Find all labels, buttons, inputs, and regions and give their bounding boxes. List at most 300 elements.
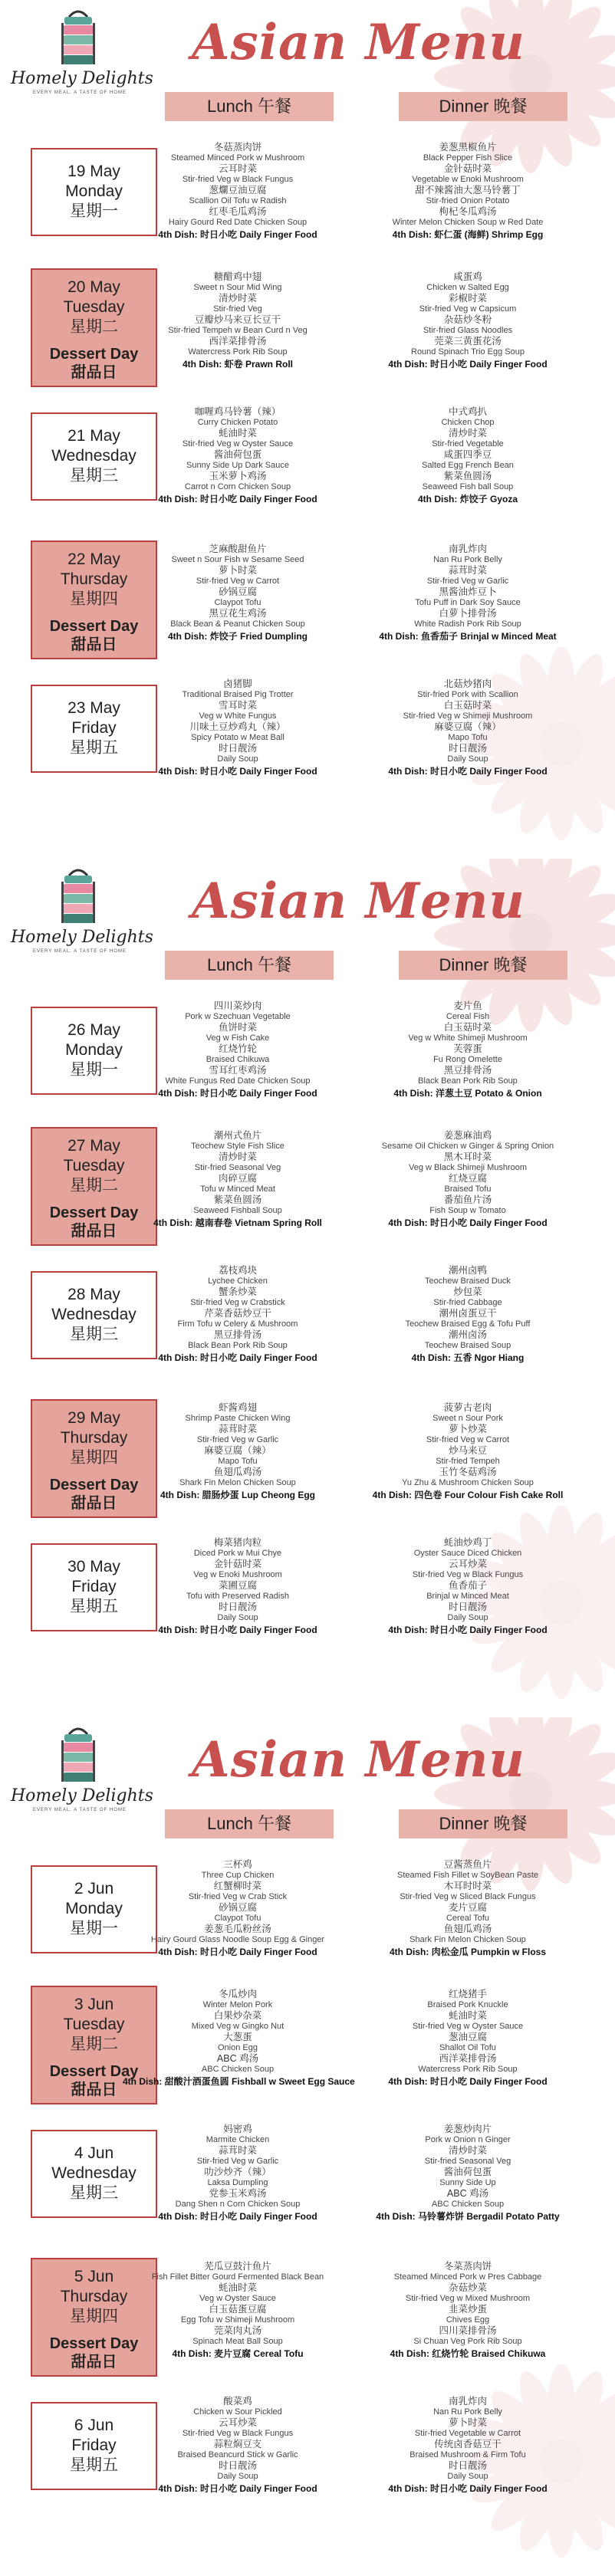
dish-name-zh: 白萝卜排骨汤 <box>439 608 497 619</box>
dish-name-en: Veg w White Shimeji Mushroom <box>408 1033 528 1043</box>
dish-name-zh: 冬菇蒸肉饼 <box>213 142 262 153</box>
brand-tagline: EVERY MEAL, A TASTE OF HOME <box>33 90 127 95</box>
dessert-day-label-zh: 甜品日 <box>71 2354 117 2371</box>
dish-name-en: Stir-fried Veg w Black Fungus <box>412 1570 524 1579</box>
day-name: Tuesday <box>63 1157 125 1175</box>
dish-name-en: Stir-fried Veg w Carrot <box>426 1435 510 1444</box>
day-name: Wednesday <box>51 1306 136 1323</box>
day-date: 23 May <box>67 699 120 717</box>
dinner-dishes <box>353 1130 583 1229</box>
day-name: Friday <box>71 1578 117 1595</box>
dish-name-zh: 潮州卤蛋豆干 <box>439 1308 497 1319</box>
lunch-dishes <box>123 1402 353 1501</box>
day-name: Wednesday <box>51 2164 136 2182</box>
menu-week <box>0 0 615 859</box>
fourth-dish: 4th Dish: 时日小吃 Daily Finger Food <box>158 229 317 240</box>
day-name: Thursday <box>60 570 128 588</box>
fourth-dish: 4th Dish: 肉松金瓜 Pumpkin w Floss <box>389 1947 547 1957</box>
brand-name: Homely Delights <box>11 928 153 947</box>
day-name-zh: 星期三 <box>70 467 118 485</box>
dish-name-en: Stir-fried Seasonal Veg <box>424 2157 511 2166</box>
fourth-dish: 4th Dish: 时日小吃 Daily Finger Food <box>388 2483 548 2494</box>
menu-title: Asian Menu <box>192 1731 525 1789</box>
dish-name-en: Oyster Sauce Diced Chicken <box>413 1549 522 1558</box>
dish-name-en: Steamed Fish Fillet w SoyBean Paste <box>396 1871 539 1880</box>
dish-name-zh: 雪耳时菜 <box>218 700 257 711</box>
dish-name-zh: 南乳炸肉 <box>448 2396 487 2407</box>
dish-name-en: Daily Soup <box>217 754 258 764</box>
dish-name-zh: 潮州卤鸭 <box>448 1265 487 1276</box>
dish-name-en: Braised Tofu <box>444 1184 492 1194</box>
fourth-dish: 4th Dish: 甜酸汁酒蛋鱼圆 Fishball w Sweet Egg Sauce <box>123 2076 355 2087</box>
day-name-zh: 星期五 <box>70 2456 118 2474</box>
dish-name-zh: ABC 鸡汤 <box>446 2188 489 2199</box>
dish-name-zh: 雪耳红枣鸡汤 <box>209 1065 267 1076</box>
dish-name-zh: 时日靓汤 <box>448 743 487 754</box>
lunch-dishes <box>123 406 353 505</box>
menu-week <box>0 1717 615 2576</box>
dish-name-zh: 三杯鸡 <box>223 1859 252 1870</box>
dish-name-zh: 莞菜三黄蛋花汤 <box>434 336 502 347</box>
day-date: 5 Jun <box>74 2268 114 2285</box>
dish-name-zh: 蚝油炒鸡丁 <box>443 1537 492 1548</box>
dish-name-en: Nan Ru Pork Belly <box>433 555 502 564</box>
dish-name-zh: 潮州卤汤 <box>448 1329 487 1340</box>
dish-name-en: Diced Pork w Mui Chye <box>193 1549 282 1558</box>
dish-name-zh: 芹菜香菇炒豆干 <box>204 1308 271 1319</box>
dinner-dishes <box>353 271 583 370</box>
fourth-dish: 4th Dish: 时日小吃 Daily Finger Food <box>158 1625 317 1635</box>
dessert-day-label: Dessert Day <box>49 1204 139 1221</box>
dish-name-zh: 杂菇炒冬粉 <box>443 314 492 325</box>
dinner-dishes <box>353 2396 583 2495</box>
dish-name-zh: 梅菜猪肉粒 <box>213 1537 262 1548</box>
dish-name-en: Stir-fried Veg w Mixed Mushroom <box>406 2294 530 2303</box>
dish-name-en: Stir-fried Veg w Crab Stick <box>188 1892 288 1901</box>
dish-name-zh: 党参玉米鸡汤 <box>209 2188 267 2199</box>
dish-name-zh: 砂锅豆腐 <box>218 1902 257 1913</box>
dessert-day-label: Dessert Day <box>49 618 139 635</box>
day-name: Wednesday <box>51 447 136 465</box>
lunch-dishes <box>123 271 353 370</box>
day-name-zh: 星期四 <box>70 2308 118 2325</box>
dinner-dishes <box>353 1537 583 1636</box>
dish-name-zh: 鱼香茄子 <box>448 1580 487 1591</box>
dish-name-en: ABC Chicken Soup <box>431 2200 505 2209</box>
dish-name-en: Teochew Braised Soup <box>424 1341 511 1350</box>
dish-name-zh: 蒜茸时菜 <box>218 1424 257 1434</box>
dinner-dishes <box>353 678 583 777</box>
dish-name-en: Sweet n Sour Pork <box>432 1414 503 1423</box>
dish-name-en: Fish Soup w Tomato <box>429 1206 506 1215</box>
dish-name-en: Cereal Tofu <box>446 1914 490 1923</box>
dish-name-en: Sweet n Sour Fish w Sesame Seed <box>171 555 304 564</box>
dish-name-en: Scallion Oil Tofu w Radish <box>189 196 287 205</box>
dish-name-en: Braised Chikuwa <box>206 1055 270 1064</box>
dish-name-en: White Fungus Red Date Chicken Soup <box>165 1076 311 1086</box>
fourth-dish: 4th Dish: 时日小吃 Daily Finger Food <box>158 1088 317 1099</box>
dish-name-en: Mapo Tofu <box>448 733 488 742</box>
fourth-dish: 4th Dish: 腊肠炒蛋 Lup Cheong Egg <box>160 1490 315 1500</box>
dish-name-en: Hairy Gourd Red Date Chicken Soup <box>168 218 308 227</box>
dish-name-en: Hairy Gourd Glass Noodle Soup Egg & Ginger <box>150 1935 325 1944</box>
dish-name-en: Stir-fried Vegetable <box>432 439 504 449</box>
dish-name-zh: 咸蛋四季豆 <box>443 449 492 460</box>
day-name: Monday <box>65 1900 123 1917</box>
dinner-header: Dinner 晚餐 <box>399 951 567 980</box>
dish-name-en: Stir-fried Veg <box>213 304 262 314</box>
dish-name-zh: 蚝油时菜 <box>218 428 257 439</box>
dish-name-en: Spinach Meat Ball Soup <box>192 2337 283 2346</box>
day-name-zh: 星期二 <box>70 2036 118 2053</box>
dish-name-zh: 姜葱毛瓜粉丝汤 <box>204 1924 271 1934</box>
lunch-dishes <box>123 1989 353 2088</box>
dish-name-zh: 蒜茸时菜 <box>448 565 487 576</box>
dish-name-zh: 麦片豆腐 <box>448 1902 487 1913</box>
fourth-dish: 4th Dish: 炸饺子 Gyoza <box>417 494 518 504</box>
dish-name-en: Stir-fried Veg w Sliced Black Fungus <box>400 1892 536 1901</box>
dish-name-en: Stir-fried Pork with Scallion <box>417 690 518 699</box>
dish-name-zh: 黑豆排骨汤 <box>213 1329 262 1340</box>
brand-name: Homely Delights <box>11 69 153 88</box>
day-date: 3 Jun <box>74 1996 114 2013</box>
dish-name-en: Pork w Szechuan Vegetable <box>185 1012 291 1021</box>
dish-name-zh: 虾酱鸡翅 <box>218 1402 257 1413</box>
day-name: Friday <box>71 719 117 737</box>
dish-name-en: Nan Ru Pork Belly <box>433 2407 502 2417</box>
dish-name-zh: 北菇炒猪肉 <box>443 678 492 689</box>
dish-name-en: Stir-fried Veg w Carrot <box>196 577 280 586</box>
lunch-dishes <box>123 678 353 777</box>
dish-name-en: Tofu with Preserved Radish <box>186 1592 289 1601</box>
dish-name-en: Shark Fin Melon Chicken Soup <box>179 1478 296 1487</box>
menu-title: Asian Menu <box>192 14 525 71</box>
dish-name-en: Stir-fried Veg w Black Fungus <box>182 175 294 184</box>
lunch-dishes <box>123 544 353 642</box>
dish-name-zh: 菜圃豆腐 <box>218 1580 257 1591</box>
dish-name-zh: 西洋菜排骨汤 <box>439 2053 497 2064</box>
dish-name-zh: 萝卜炒菜 <box>448 1424 487 1434</box>
dish-name-en: Round Spinach Trio Egg Soup <box>411 347 525 356</box>
lunch-dishes <box>123 2261 353 2360</box>
lunch-dishes <box>123 2124 353 2223</box>
day-name-zh: 星期四 <box>70 1449 118 1467</box>
dinner-dishes <box>353 406 583 505</box>
dish-name-en: Shallot Oil Tofu <box>439 2043 496 2052</box>
brand-tagline: EVERY MEAL, A TASTE OF HOME <box>33 949 127 954</box>
dish-name-en: Winter Melon Chicken Soup w Red Date <box>392 218 544 227</box>
dish-name-en: Firm Tofu w Celery & Mushroom <box>177 1319 298 1329</box>
dish-name-en: Teochew Braised Duck <box>425 1276 511 1286</box>
lunch-header: Lunch 午餐 <box>165 92 334 121</box>
dish-name-en: Watercress Pork Rib Soup <box>188 347 288 356</box>
fourth-dish: 4th Dish: 时日小吃 Daily Finger Food <box>388 1217 548 1228</box>
dish-name-en: Fu Rong Omelette <box>433 1055 502 1064</box>
day-name: Tuesday <box>63 2016 125 2033</box>
dish-name-zh: 云耳时菜 <box>218 163 257 174</box>
dish-name-zh: 蚝油时菜 <box>218 2282 257 2293</box>
dish-name-zh: 潮州式鱼片 <box>213 1130 262 1141</box>
dish-name-en: Marmite Chicken <box>206 2135 270 2144</box>
dessert-day-label-zh: 甜品日 <box>71 1495 117 1512</box>
dish-name-en: Stir-fried Seasonal Veg <box>194 1163 281 1172</box>
brand-logo <box>11 8 153 100</box>
dish-name-zh: 荔枝鸡块 <box>218 1265 257 1276</box>
dish-name-zh: 蚝油时菜 <box>448 2010 487 2021</box>
dish-name-en: Stir-fried Tempeh w Bean Curd n Veg <box>168 326 308 335</box>
fourth-dish: 4th Dish: 四色卷 Four Colour Fish Cake Roll <box>372 1490 564 1500</box>
dish-name-zh: 清炒时菜 <box>218 293 257 304</box>
fourth-dish: 4th Dish: 越南春卷 Vietnam Spring Roll <box>153 1217 322 1228</box>
dish-name-zh: 黑酱油炸豆卜 <box>439 586 497 597</box>
day-name-zh: 星期五 <box>70 739 118 757</box>
dish-name-zh: 鱼饼时菜 <box>218 1022 257 1033</box>
day-date: 6 Jun <box>74 2417 114 2434</box>
dish-name-zh: 糖醋鸡中翅 <box>213 271 262 282</box>
dish-name-zh: 时日靓汤 <box>448 2460 487 2471</box>
dish-name-zh: 炒马来豆 <box>448 1445 487 1456</box>
dish-name-en: Stir-fried Veg w Capsicum <box>419 304 517 314</box>
dish-name-zh: 卤猪脚 <box>223 678 252 689</box>
dish-name-en: Claypot Tofu <box>214 1914 261 1923</box>
dish-name-zh: 大葱蛋 <box>223 2032 252 2042</box>
dish-name-en: Sunny Side Up <box>439 2178 496 2187</box>
dish-name-en: Veg w Enoki Mushroom <box>193 1570 282 1579</box>
dish-name-zh: 白果炒杂菜 <box>213 2010 262 2021</box>
dish-name-en: Braised Mushroom & Firm Tofu <box>409 2450 526 2459</box>
dish-name-en: Salted Egg French Bean <box>422 461 514 470</box>
day-date: 22 May <box>67 550 120 568</box>
dish-name-en: Egg Tofu w Shimeji Mushroom <box>180 2315 295 2325</box>
dish-name-zh: 砂锅豆腐 <box>218 586 257 597</box>
fourth-dish: 4th Dish: 时日小吃 Daily Finger Food <box>388 359 548 370</box>
fourth-dish: 4th Dish: 时日小吃 Daily Finger Food <box>158 1947 317 1957</box>
day-name-zh: 星期一 <box>70 1920 118 1937</box>
day-name: Thursday <box>60 2288 128 2305</box>
dish-name-zh: 时日靓汤 <box>218 2460 257 2471</box>
dish-name-en: Stir-fried Veg w Black Fungus <box>182 2429 294 2438</box>
dish-name-zh: 麻婆豆腐（辣） <box>434 721 502 732</box>
lunch-dishes <box>123 142 353 241</box>
dish-name-en: Laksa Dumpling <box>207 2178 268 2187</box>
brand-logo <box>11 1725 153 1817</box>
dish-name-zh: 芙蓉蛋 <box>453 1043 482 1054</box>
day-name-zh: 星期一 <box>70 1061 118 1079</box>
dish-name-zh: 云耳炒菜 <box>218 2417 257 2428</box>
dish-name-zh: 木耳时时菜 <box>443 1881 492 1891</box>
dinner-dishes <box>353 544 583 642</box>
fourth-dish: 4th Dish: 虾仁蛋 (海鲜) Shrimp Egg <box>392 229 544 240</box>
dish-name-zh: 葱油豆腐 <box>448 2032 487 2042</box>
dessert-day-label-zh: 甜品日 <box>71 636 117 653</box>
dish-name-zh: 冬瓜炒肉 <box>218 1989 257 1999</box>
dish-name-zh: 咸蛋鸡 <box>453 271 482 282</box>
fourth-dish: 4th Dish: 时日小吃 Daily Finger Food <box>158 494 317 504</box>
fourth-dish: 4th Dish: 炸饺子 Fried Dumpling <box>168 631 308 642</box>
dish-name-zh: 萝卜时菜 <box>218 565 257 576</box>
day-date: 28 May <box>67 1286 120 1303</box>
dish-name-en: Stir-fried Veg w Garlic <box>426 577 509 586</box>
dish-name-en: Veg w White Fungus <box>199 711 277 721</box>
dish-name-zh: 韭菜炒蛋 <box>448 2304 487 2315</box>
dessert-day-label: Dessert Day <box>49 2063 139 2080</box>
fourth-dish: 4th Dish: 五香 Ngor Hiang <box>411 1352 525 1363</box>
dish-name-en: Chicken Chop <box>441 418 495 427</box>
dish-name-zh: 红枣毛瓜鸡汤 <box>209 206 267 217</box>
dish-name-zh: 红蟹柳时菜 <box>213 1881 262 1891</box>
day-name-zh: 星期三 <box>70 1326 118 1343</box>
lunch-dishes <box>123 1537 353 1636</box>
dish-name-en: Sunny Side Up Dark Sauce <box>186 461 289 470</box>
dish-name-zh: 姜葱炒肉片 <box>443 2124 492 2134</box>
dish-name-zh: 四川菜排骨汤 <box>439 2325 497 2336</box>
dish-name-en: Stir-fried Glass Noodles <box>423 326 513 335</box>
day-name-zh: 星期二 <box>70 318 118 336</box>
dessert-day-label: Dessert Day <box>49 1477 139 1493</box>
dish-name-zh: 番茄鱼片汤 <box>443 1194 492 1205</box>
day-name-zh: 星期三 <box>70 2184 118 2202</box>
dessert-day-label-zh: 甜品日 <box>71 1223 117 1240</box>
dish-name-zh: 酸菜鸡 <box>223 2396 252 2407</box>
dish-name-zh: 蒜茸时菜 <box>218 2145 257 2156</box>
dish-name-en: Teochew Braised Egg & Tofu Puff <box>405 1319 531 1329</box>
dinner-dishes <box>353 2261 583 2360</box>
dish-name-en: Braised Beancurd Stick w Garlic <box>177 2450 298 2459</box>
dish-name-en: Three Cup Chicken <box>201 1871 275 1880</box>
fourth-dish: 4th Dish: 鱼香茄子 Brinjal w Minced Meat <box>379 631 557 642</box>
dish-name-zh: 黑豆花生鸡汤 <box>209 608 267 619</box>
dish-name-zh: 麦片鱼 <box>453 1001 482 1011</box>
dish-name-en: Seaweed Fishball Soup <box>193 1206 282 1215</box>
dish-name-zh: 豆瓣炒马来豆长豆干 <box>194 314 281 325</box>
dish-name-en: Claypot Tofu <box>214 598 261 607</box>
brand-tagline: EVERY MEAL, A TASTE OF HOME <box>33 1808 127 1812</box>
dish-name-zh: 肉碎豆腐 <box>218 1173 257 1184</box>
dish-name-zh: 西洋菜排骨汤 <box>209 336 267 347</box>
dessert-day-label-zh: 甜品日 <box>71 2082 117 2098</box>
day-date: 26 May <box>67 1021 120 1039</box>
dish-name-zh: 金针菇时菜 <box>213 1559 262 1569</box>
dish-name-zh: 彩椒时菜 <box>448 293 487 304</box>
day-date: 2 Jun <box>74 1880 114 1898</box>
dish-name-zh: 酱油荷包蛋 <box>443 2167 492 2177</box>
dinner-header: Dinner 晚餐 <box>399 92 567 121</box>
dish-name-en: Onion Egg <box>218 2043 258 2052</box>
dish-name-zh: 芜瓜豆鼓汁鱼片 <box>204 2261 271 2272</box>
dish-name-zh: 叻沙炒齐（辣） <box>204 2167 271 2177</box>
dish-name-zh: 时日靓汤 <box>218 743 257 754</box>
dish-name-en: Brinjal w Minced Meat <box>426 1592 509 1601</box>
fourth-dish: 4th Dish: 虾卷 Prawn Roll <box>182 359 293 370</box>
lunch-dishes <box>123 1001 353 1099</box>
dish-name-en: Veg w Oyster Sauce <box>199 2294 276 2303</box>
dish-name-en: Stir-fried Onion Potato <box>426 196 510 205</box>
dish-name-en: Stir-fried Tempeh <box>436 1457 500 1466</box>
day-name-zh: 星期一 <box>70 202 118 220</box>
dinner-dishes <box>353 2124 583 2223</box>
dish-name-en: Chicken w Salted Egg <box>426 283 509 292</box>
dish-name-zh: 玉竹冬菇鸡汤 <box>439 1467 497 1477</box>
dish-name-en: Daily Soup <box>447 1613 488 1622</box>
dish-name-en: Watercress Pork Rib Soup <box>418 2065 518 2074</box>
dinner-dishes <box>353 1859 583 1958</box>
dish-name-zh: 鱼翅瓜鸡汤 <box>443 1924 492 1934</box>
fourth-dish: 4th Dish: 时日小吃 Daily Finger Food <box>158 1352 317 1363</box>
fourth-dish: 4th Dish: 麦片豆腐 Cereal Tofu <box>172 2348 304 2359</box>
dish-name-en: Braised Pork Knuckle <box>427 2000 508 2009</box>
dinner-dishes <box>353 1989 583 2088</box>
dish-name-zh: 传统卤香菇豆干 <box>434 2439 502 2450</box>
dessert-day-label: Dessert Day <box>49 346 139 363</box>
dish-name-zh: 黑木耳时菜 <box>443 1152 492 1162</box>
fourth-dish: 4th Dish: 红烧竹轮 Braised Chikuwa <box>390 2348 546 2359</box>
dish-name-zh: 南乳炸肉 <box>448 544 487 554</box>
dish-name-en: Mixed Veg w Gingko Nut <box>191 2022 284 2031</box>
dish-name-zh: 蒜粒焖豆支 <box>213 2439 262 2450</box>
lunch-dishes <box>123 1859 353 1958</box>
dish-name-zh: 清炒时菜 <box>448 2145 487 2156</box>
dish-name-zh: 白玉菇时菜 <box>443 1022 492 1033</box>
dish-name-en: Fish Fillet Bitter Gourd Fermented Black Bean <box>151 2272 324 2282</box>
dish-name-en: Yu Zhu & Mushroom Chicken Soup <box>402 1478 534 1487</box>
day-name: Friday <box>71 2436 117 2454</box>
dish-name-zh: 红烧竹轮 <box>218 1043 257 1054</box>
fourth-dish: 4th Dish: 时日小吃 Daily Finger Food <box>158 2483 317 2494</box>
dish-name-zh: 酱油荷包蛋 <box>213 449 262 460</box>
lunch-dishes <box>123 1265 353 1364</box>
dish-name-en: Veg w Black Shimeji Mushroom <box>408 1163 528 1172</box>
day-date: 27 May <box>67 1137 120 1155</box>
dinner-dishes <box>353 1001 583 1099</box>
day-name-zh: 星期四 <box>70 590 118 608</box>
dessert-day-label-zh: 甜品日 <box>71 364 117 381</box>
dish-name-zh: 姜葱麻油鸡 <box>443 1130 492 1141</box>
dish-name-en: Vegetable w Enoki Mushroom <box>412 175 524 184</box>
dinner-dishes <box>353 1402 583 1501</box>
dish-name-zh: 炒包菜 <box>453 1286 482 1297</box>
dish-name-en: Tofu Puff in Dark Soy Sauce <box>415 598 521 607</box>
dish-name-en: Shark Fin Melon Chicken Soup <box>409 1935 526 1944</box>
fourth-dish: 4th Dish: 时日小吃 Daily Finger Food <box>158 766 317 777</box>
day-name-zh: 星期二 <box>70 1177 118 1194</box>
dish-name-en: Veg w Fish Cake <box>206 1033 270 1043</box>
dish-name-zh: 芝麻酸甜鱼片 <box>209 544 267 554</box>
lunch-dishes <box>123 1130 353 1229</box>
dish-name-en: Stir-fried Veg w Shimeji Mushroom <box>403 711 533 721</box>
dish-name-zh: 鱼翅瓜鸡汤 <box>213 1467 262 1477</box>
tiffin-carrier-icon <box>55 866 101 928</box>
dinner-header: Dinner 晚餐 <box>399 1809 567 1838</box>
day-date: 29 May <box>67 1409 120 1427</box>
dish-name-zh: 红烧豆腐 <box>448 1173 487 1184</box>
dish-name-en: Mapo Tofu <box>218 1457 258 1466</box>
lunch-dishes <box>123 2396 353 2495</box>
dish-name-en: White Radish Pork Rib Soup <box>414 619 521 629</box>
fourth-dish: 4th Dish: 时日小吃 Daily Finger Food <box>158 2211 317 2222</box>
dish-name-en: Daily Soup <box>217 1613 258 1622</box>
dish-name-en: Black Pepper Fish Slice <box>423 153 513 163</box>
dish-name-en: Steamed Minced Pork w Mushroom <box>170 153 305 163</box>
dish-name-en: Spicy Potato w Meat Ball <box>191 733 284 742</box>
dish-name-zh: 白玉菇蛋豆腐 <box>209 2304 267 2315</box>
dish-name-zh: 咖喱鸡马铃薯（辣） <box>194 406 281 417</box>
dish-name-zh: 中式鸡扒 <box>448 406 487 417</box>
dish-name-en: Sesame Oil Chicken w Ginger & Spring Onion <box>381 1142 554 1151</box>
dish-name-zh: 清炒时菜 <box>218 1152 257 1162</box>
dish-name-zh: 蟹条炒菜 <box>218 1286 257 1297</box>
tiffin-carrier-icon <box>55 1725 101 1786</box>
dish-name-zh: 黑豆排骨汤 <box>443 1065 492 1076</box>
